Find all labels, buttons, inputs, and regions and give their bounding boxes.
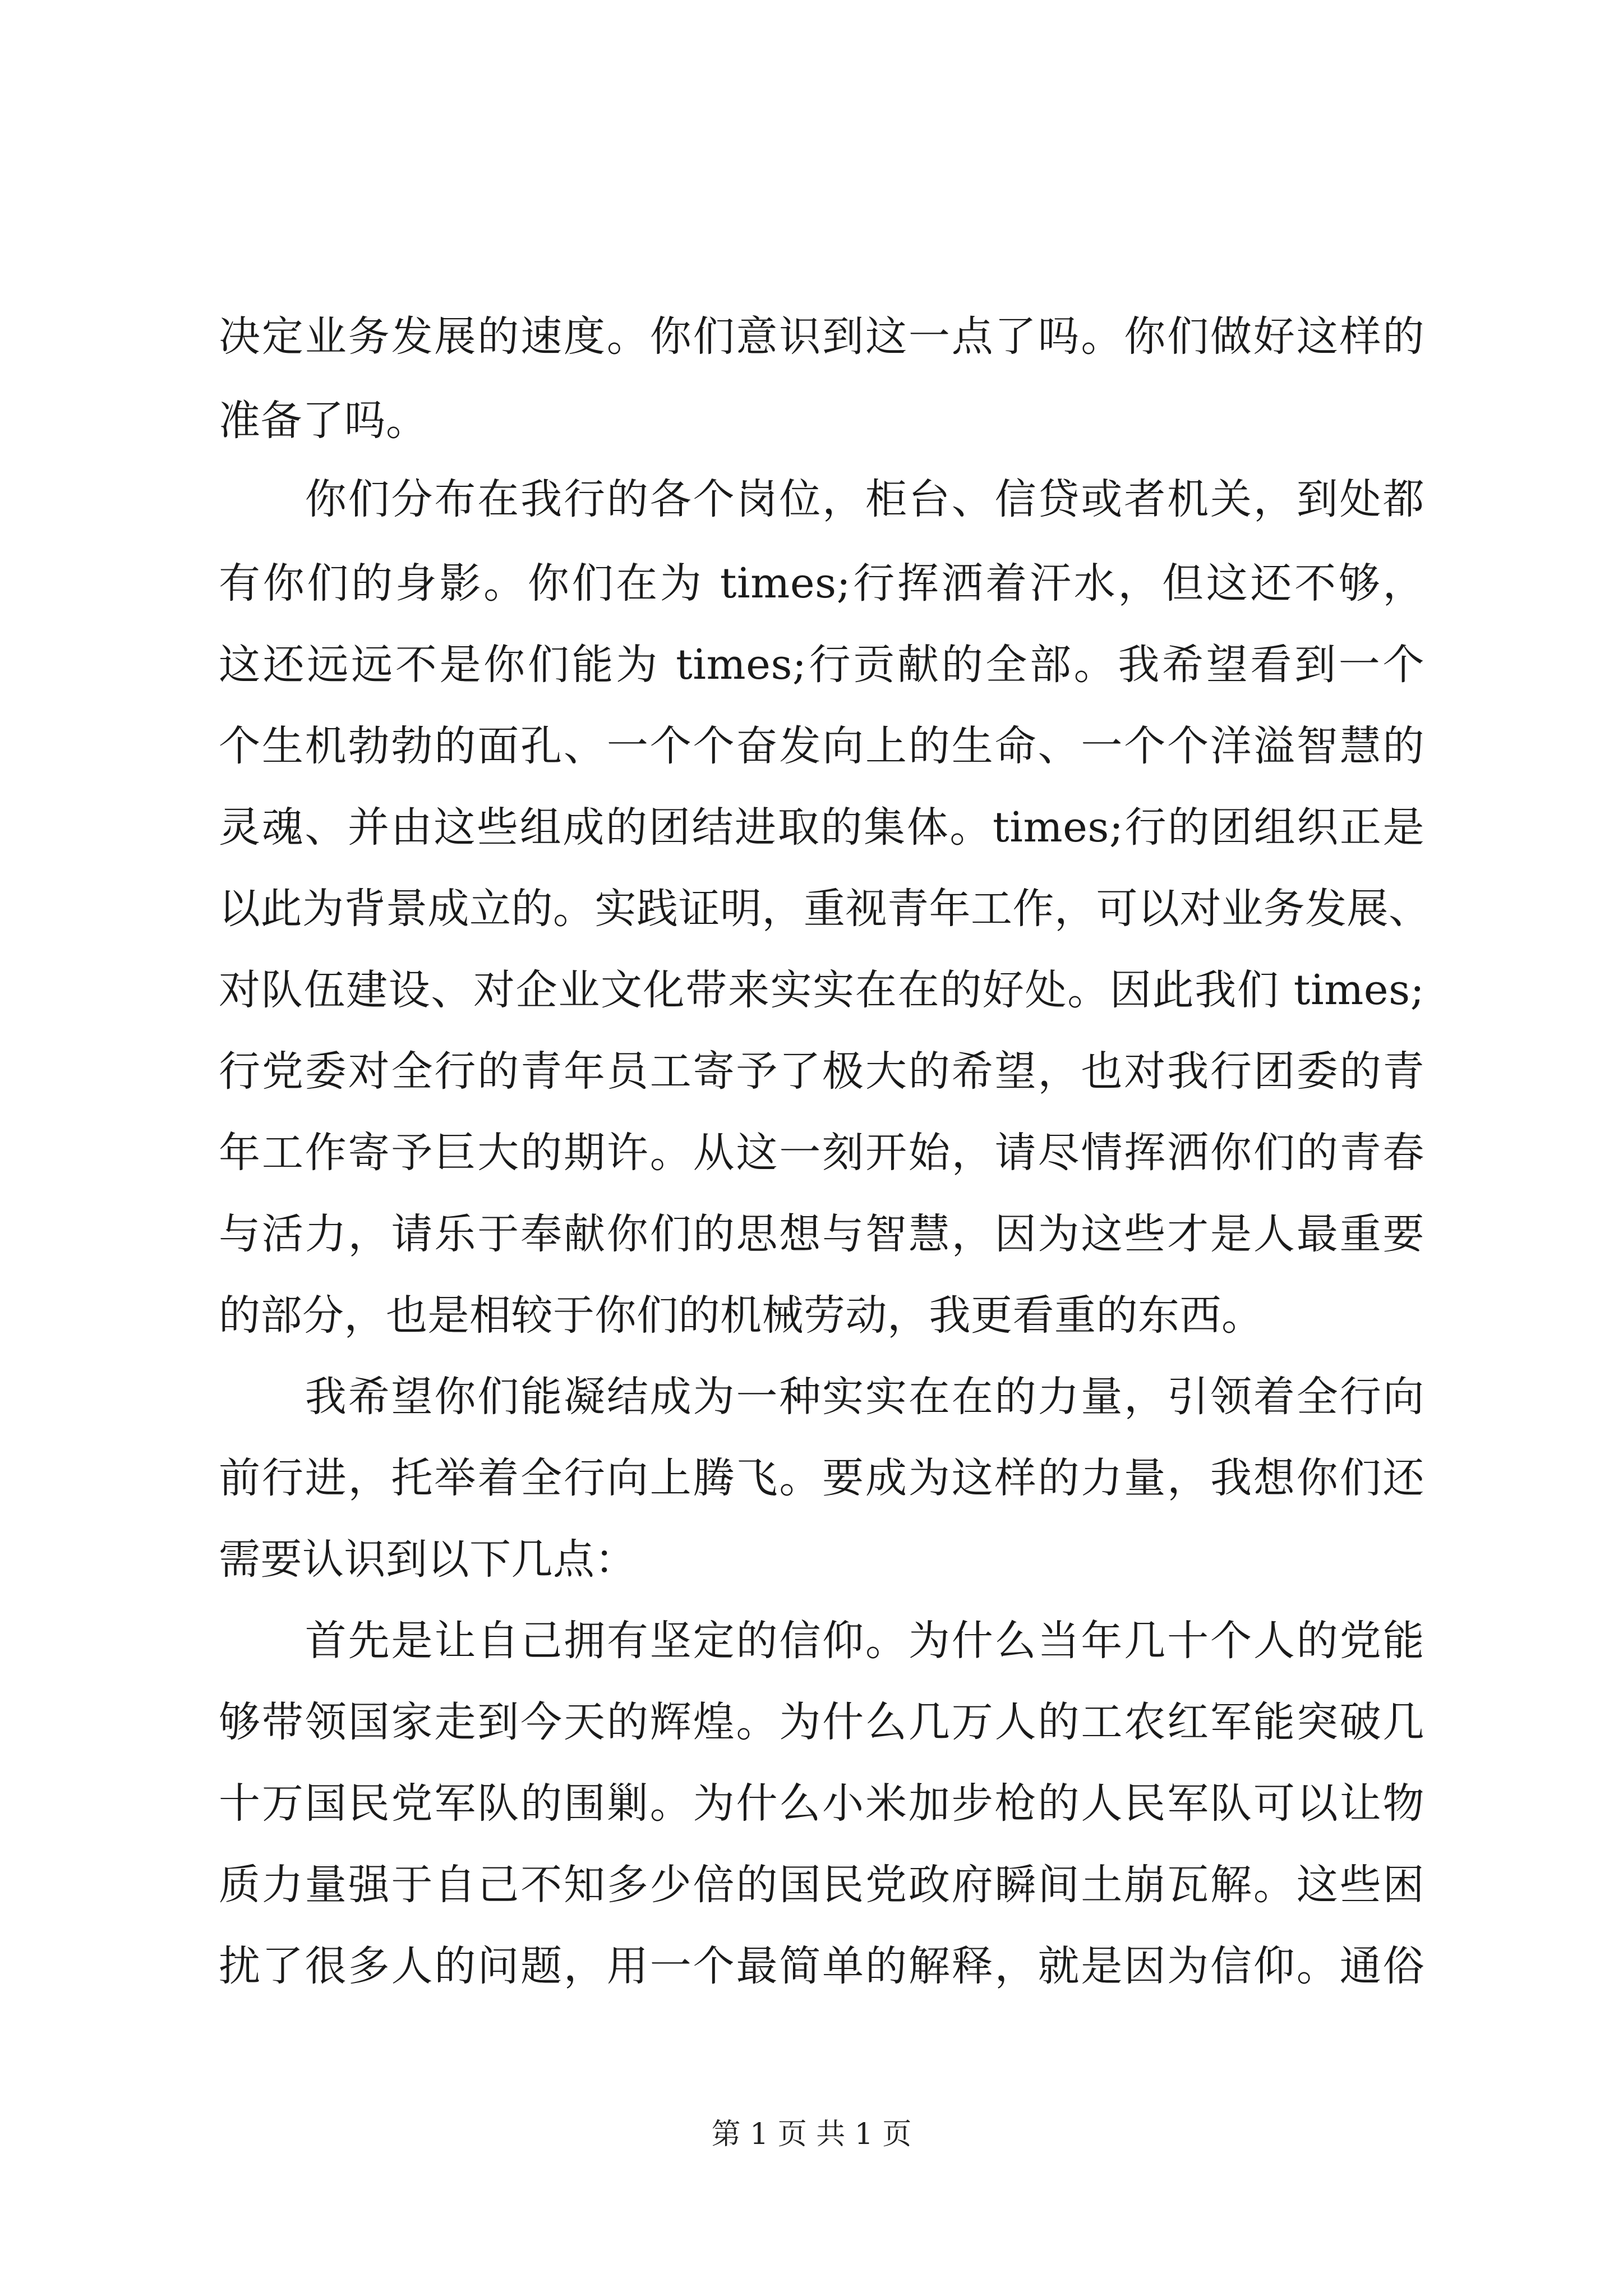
text-line-9: 对队伍建设、对企业文化带来实实在在的好处。因此我们 times; <box>219 966 1424 1014</box>
text-line-17: 首先是让自己拥有坚定的信仰。为什么当年几十个人的党能 <box>219 1617 1424 1665</box>
text-line-7: 灵魂、并由这些组成的团结进取的集体。times;行的团组织正是 <box>219 803 1424 852</box>
page-number-footer: 第 1 页 共 1 页 <box>711 2118 912 2151</box>
text-line-16: 需要认识到以下几点： <box>219 1535 637 1584</box>
text-line-1: 决定业务发展的速度。你们意识到这一点了吗。你们做好这样的 <box>219 312 1424 361</box>
text-line-10: 行党委对全行的青年员工寄予了极大的希望，也对我行团委的青 <box>219 1047 1424 1096</box>
text-line-8: 以此为背景成立的。实践证明，重视青年工作，可以对业务发展、 <box>219 885 1431 933</box>
document-body <box>219 0 1431 2296</box>
text-line-14: 我希望你们能凝结成为一种实实在在的力量，引领着全行向 <box>219 1373 1424 1421</box>
text-line-19: 十万国民党军队的围剿。为什么小米加步枪的人民军队可以让物 <box>219 1779 1424 1828</box>
text-line-21: 扰了很多人的问题，用一个最简单的解释，就是因为信仰。通俗 <box>219 1942 1424 1990</box>
text-line-12: 与活力，请乐于奉献你们的思想与智慧，因为这些才是人最重要 <box>219 1210 1424 1258</box>
text-line-3: 你们分布在我行的各个岗位，柜台、信贷或者机关，到处都 <box>219 475 1424 523</box>
text-line-15: 前行进，托举着全行向上腾飞。要成为这样的力量，我想你们还 <box>219 1454 1424 1502</box>
text-line-11: 年工作寄予巨大的期许。从这一刻开始，请尽情挥洒你们的青春 <box>219 1129 1424 1177</box>
text-line-4: 有你们的身影。你们在为 times;行挥洒着汗水，但这还不够， <box>219 559 1424 608</box>
text-line-2: 准备了吗。 <box>219 397 428 445</box>
text-line-6: 个生机勃勃的面孔、一个个奋发向上的生命、一个个洋溢智慧的 <box>219 722 1424 770</box>
text-line-20: 质力量强于自己不知多少倍的国民党政府瞬间土崩瓦解。这些困 <box>219 1861 1424 1909</box>
text-line-13: 的部分，也是相较于你们的机械劳动，我更看重的东西。 <box>219 1291 1264 1340</box>
text-line-5: 这还远远不是你们能为 times;行贡献的全部。我希望看到一个 <box>219 641 1424 689</box>
text-line-18: 够带领国家走到今天的辉煌。为什么几万人的工农红军能突破几 <box>219 1698 1424 1746</box>
